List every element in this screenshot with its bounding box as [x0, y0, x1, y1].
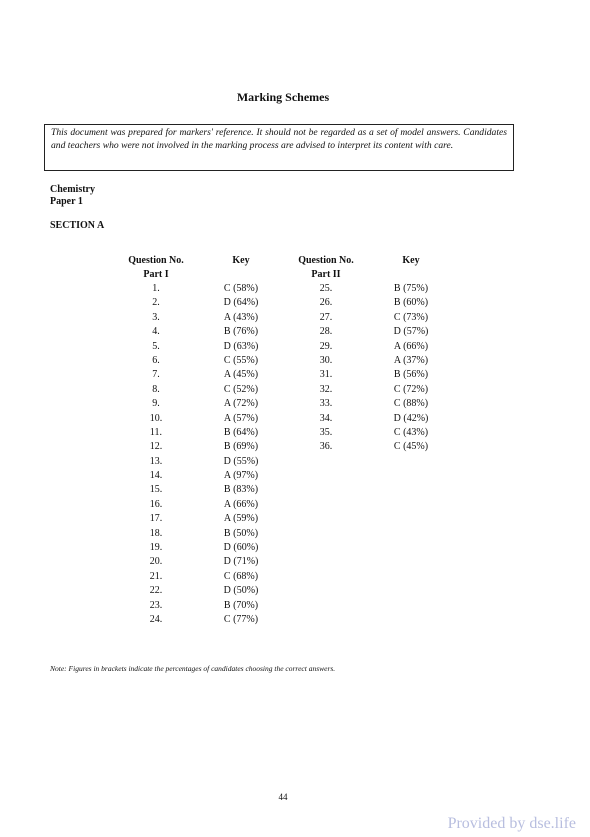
- question-number: 36.: [319, 441, 333, 453]
- part1-key-column: [210, 254, 272, 627]
- question-number: 33.: [319, 398, 333, 410]
- answer-key: B (75%): [393, 283, 429, 294]
- answer-key: A (43%): [223, 311, 259, 323]
- answer-key: D (63%): [223, 340, 259, 352]
- answer-key: C (45%): [393, 441, 429, 453]
- question-number: 19.: [149, 542, 163, 554]
- part1-key-header: Key: [232, 255, 250, 266]
- question-number: 6.: [152, 354, 160, 366]
- question-number: 24.: [149, 613, 163, 625]
- answer-key: B (83%): [223, 484, 259, 496]
- answer-key: D (60%): [223, 542, 259, 554]
- answer-key: B (64%): [223, 426, 259, 438]
- question-number: 1.: [152, 283, 160, 294]
- answer-key: B (60%): [393, 297, 429, 309]
- question-number: 11.: [149, 426, 163, 438]
- answer-key: C (73%): [393, 311, 429, 323]
- question-number: 35.: [319, 426, 333, 438]
- answer-key: C (77%): [223, 613, 259, 625]
- answer-key: B (69%): [223, 441, 259, 453]
- answer-key: D (57%): [393, 326, 429, 338]
- part1-question-header: Question No.: [128, 255, 184, 266]
- page-title: Marking Schemes: [236, 90, 330, 104]
- question-number: 28.: [319, 326, 333, 338]
- question-number: 25.: [319, 283, 333, 294]
- question-number: 26.: [319, 297, 333, 309]
- answer-key: B (70%): [223, 599, 259, 611]
- question-number: 14.: [149, 470, 163, 482]
- question-number: 22.: [149, 585, 163, 597]
- answer-key: D (64%): [223, 297, 259, 309]
- question-number: 7.: [152, 369, 160, 381]
- part1-question-column: [116, 254, 196, 627]
- part2-key-column: [380, 254, 442, 455]
- question-number: 34.: [319, 412, 333, 424]
- answer-key: C (88%): [393, 398, 429, 410]
- answer-key: A (57%): [223, 412, 259, 424]
- section-heading: SECTION A: [50, 220, 105, 231]
- question-number: 8.: [152, 383, 160, 395]
- answer-key: B (76%): [223, 326, 259, 338]
- answer-key: A (45%): [223, 369, 259, 381]
- paper-label: Paper 1: [50, 196, 83, 207]
- question-number: 5.: [152, 340, 160, 352]
- question-number: 20.: [149, 556, 163, 568]
- answer-key: A (66%): [393, 340, 429, 352]
- question-number: 30.: [319, 354, 333, 366]
- question-number: 32.: [319, 383, 333, 395]
- part2-key-header: Key: [402, 255, 420, 266]
- subject-label: Chemistry: [50, 184, 95, 195]
- answer-key: B (56%): [393, 369, 429, 381]
- answer-key: A (66%): [223, 498, 259, 510]
- note-text: Note: Figures in brackets indicate the percentages of candidates choosing the correct answers.: [50, 664, 336, 673]
- question-number: 15.: [149, 484, 163, 496]
- question-number: 31.: [319, 369, 333, 381]
- question-number: 21.: [149, 570, 163, 582]
- question-number: 16.: [149, 498, 163, 510]
- question-number: 9.: [152, 398, 160, 410]
- answer-key: D (71%): [223, 556, 259, 568]
- answer-key: D (55%): [223, 455, 259, 467]
- disclaimer-box: This document was prepared for markers' reference. It should not be regarded as a set of model answers. Candidates and teachers who were not involved in the marking process are advised to interpret its content with care.: [44, 124, 514, 171]
- question-number: 29.: [319, 340, 333, 352]
- question-number: 10.: [149, 412, 163, 424]
- answer-key: C (52%): [223, 383, 259, 395]
- answer-key: D (50%): [223, 585, 259, 597]
- page-number: 44: [278, 792, 288, 802]
- part1-label: Part I: [143, 269, 169, 280]
- answer-key: D (42%): [393, 412, 429, 424]
- answer-key: A (37%): [393, 354, 429, 366]
- question-number: 23.: [149, 599, 163, 611]
- answer-key: A (59%): [223, 513, 259, 525]
- question-number: 17.: [149, 513, 163, 525]
- question-number: 2.: [152, 297, 160, 309]
- watermark: Provided by dse.life: [447, 815, 576, 832]
- answer-key: C (43%): [393, 426, 429, 438]
- answer-key: C (68%): [223, 570, 259, 582]
- question-number: 4.: [152, 326, 160, 338]
- answer-key: C (55%): [223, 354, 259, 366]
- question-number: 3.: [152, 311, 160, 323]
- part2-question-header: Question No.: [298, 255, 354, 266]
- question-number: 12.: [149, 441, 163, 453]
- answer-key: C (58%): [223, 283, 259, 294]
- part2-label: Part II: [311, 269, 341, 280]
- answer-key: A (97%): [223, 470, 259, 482]
- question-number: 27.: [319, 311, 333, 323]
- answer-key: C (72%): [393, 383, 429, 395]
- answer-key: A (72%): [223, 398, 259, 410]
- question-number: 18.: [149, 527, 163, 539]
- question-number: 13.: [149, 455, 163, 467]
- answer-key: B (50%): [223, 527, 259, 539]
- part2-question-column: [286, 254, 366, 455]
